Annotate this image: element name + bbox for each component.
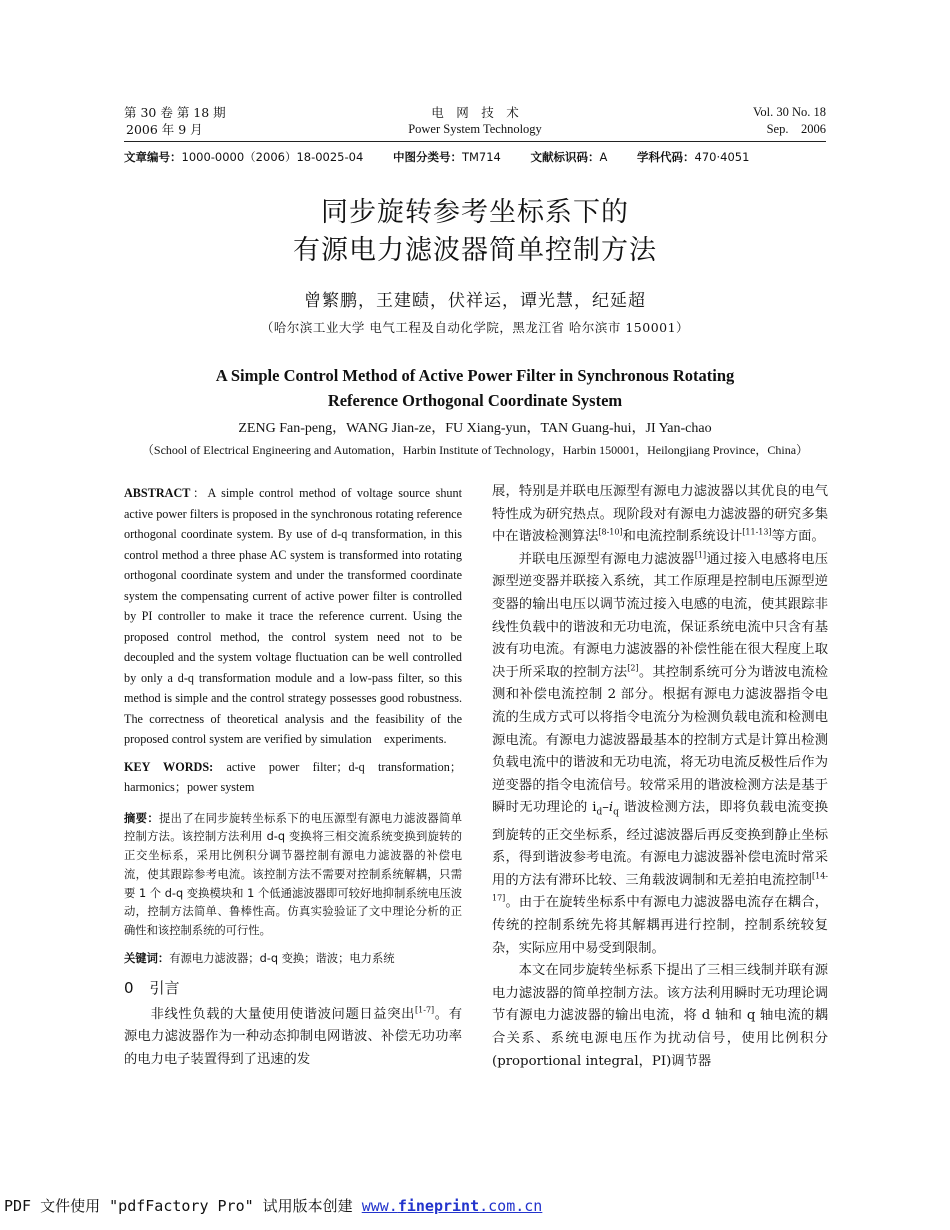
date-cn: 2006 年 9 月 — [126, 122, 203, 137]
header-right — [753, 104, 826, 138]
title-en-line1: A Simple Control Method of Active Power Filter in Synchronous Rotating — [215, 366, 735, 385]
abstract-cn: 摘要：提出了在同步旋转坐标系下的电压源型有源电力滤波器简单控制方法。该控制方法利用 d-q 变换将三相交流系统变换到旋转的正交坐标系，采用比例积分调节器控制有源电力滤波器的补偿电流，使其跟踪参考电流。该控制方法不需要对控制系统解耦，只需要 1 个 d-q 变换模块和 1 个低通滤波器即可较好地抑制系统电压波动，控制方法简单、鲁棒性高。仿真实验验证了文中理论分析的正确性和该控制系统的可行性。 — [124, 811, 462, 938]
citation: [1-7] — [415, 1005, 435, 1015]
citation: [11-13] — [742, 527, 772, 537]
intro-paragraph-2: 并联电压源型有源电力滤波器[1]通过接入电感将电压源型逆变器并联接入系统，其工作原理是控制电压源型逆变器的输出电压以调节流过接入电感的电流，使其跟踪非线性负载中的谐波和无功电流，保证系统电流中只含有基波有功电流。有源电力滤波器的补偿性能在很大程度上取决于所采取的控制方法[2]。其控制系统可分为谐波电流检测和补偿电流控制 2 部分。根据有源电力滤波器指令电流的生成方式可以将指令电流分为检测负载电流和检测电源电流。有源电力滤波器最基本的控制方式是计算出检测负载电流中的谐波和无功电流，将无功电流反极性后作为逆变器的指令电流信号。较常采用的谐波检测方法是基于瞬时无功理论的 $i_d-i_q$ 谐波检测方法，即将负载电流变换到旋转的正交坐标系，经过滤波器后再反变换到静止坐标系，得到谐波参考电流。有源电力滤波器补偿电流时常采用的方法有滞环比较、三角载波调制和无差拍电流控制[14-17]。由于在旋转坐标系中有源电力滤波器电流存在耦合，传统的控制系统先将其解耦再进行控制，控制系统较复杂，实际应用中易受到限制。 — [492, 550, 829, 956]
journal-name-cn: 电 网 技 术 — [431, 105, 519, 120]
date-en: Sep. 2006 — [766, 122, 826, 136]
keywords-cn: 关键词：有源电力滤波器；d-q 变换；谐波；电力系统 — [124, 952, 395, 966]
right-column — [492, 481, 828, 1073]
section-heading — [124, 977, 462, 998]
authors-en: ZENG Fan-peng，WANG Jian-ze，FU Xiang-yun，TAN Guang-hui，JI Yan-chao — [238, 421, 712, 436]
section-number: 0 — [124, 978, 134, 997]
intro-paragraph-1-cont: 展，特别是并联电压源型有源电力滤波器以其优良的电气特性成为研究热点。现阶段对有源电力滤波器的研究多集中在谐波检测算法[8-10]和电流控制系统设计[11-13]等方面。 — [492, 484, 828, 545]
article-meta — [124, 149, 826, 165]
document-code: 文献标识码：A — [530, 150, 608, 164]
pdf-footer — [4, 1195, 542, 1216]
affiliation-cn: （哈尔滨工业大学 电气工程及自动化学院，黑龙江省 哈尔滨市 150001） — [260, 320, 690, 335]
volume-issue: 第 30 卷 第 18 期 — [124, 105, 226, 120]
title-cn-line1: 同步旋转参考坐标系下的 — [321, 197, 629, 228]
left-column — [124, 483, 462, 1072]
intro-paragraph-1: 非线性负载的大量使用使谐波问题日益突出[1-7]。有源电力滤波器作为一种动态抑制电网谐波、补偿无功功率的电力电子装置得到了迅速的发 — [124, 1005, 463, 1068]
article-number: 文章编号：1000-0000（2006）18-0025-04 — [124, 150, 364, 164]
header-center — [124, 104, 826, 138]
fineprint-link[interactable]: www.fineprint.com.cn — [361, 1197, 543, 1215]
affiliation-en: （School of Electrical Engineering and Automation，Harbin Institute of Technology，Harbin 150001，Heilongjiang Province，China） — [141, 443, 809, 457]
title-en-line2: Reference Orthogonal Coordinate System — [327, 391, 623, 410]
keywords-en: KEY WORDS: active power filter；d-q transformation；harmonics；power system — [124, 759, 462, 794]
intro-paragraph-3: 本文在同步旋转坐标系下提出了三相三线制并联有源电力滤波器的简单控制方法。该方法利用瞬时无功理论调节有源电力滤波器的输出电流，将 d 轴和 q 轴电流的耦合关系、系统电源电压作为扰动信号，使用比例积分(proportional integral，PI)调节器 — [492, 963, 828, 1069]
footer-text: PDF 文件使用 "pdfFactory Pro" 试用版本创建 — [4, 1197, 362, 1215]
abstract-en: ABSTRACT：A simple control method of voltage source shunt active power filters is proposed in the synchronous rotating reference orthogonal coordinate system. By use of d-q transformation, in this control method a three phase AC system is transformed into rotating orthogonal coordinate system and under the transformed coordinate system the compensating current of active power filter is controlled by PI controller to make it trace the reference current. Using the proposed control method, the control system need not to be decoupled and the system voltage fluctuation can be well controlled by only a d-q transformation module and a low-pass filter, so this method is simple and the control strategy possesses good robustness. The correctness of theoretical analysis and the feasibility of the proposed control system are verified by simulation experiments. — [124, 486, 462, 746]
clc-number: 中图分类号：TM714 — [392, 150, 501, 164]
volume-issue-en: Vol. 30 No. 18 — [752, 105, 826, 119]
header-divider — [124, 141, 826, 142]
authors-cn: 曾繁鹏，王建赜，伏祥运，谭光慧，纪延超 — [304, 291, 646, 311]
section-title: 引言 — [149, 978, 180, 997]
title-cn-line2: 有源电力滤波器简单控制方法 — [293, 235, 657, 266]
citation: [2] — [627, 663, 639, 673]
journal-name-en: Power System Technology — [408, 122, 542, 136]
citation: [14-17] — [492, 871, 828, 903]
citation: [8-10] — [598, 527, 623, 537]
subject-code: 学科代码：470·4051 — [637, 150, 750, 164]
citation: [1] — [694, 550, 707, 560]
